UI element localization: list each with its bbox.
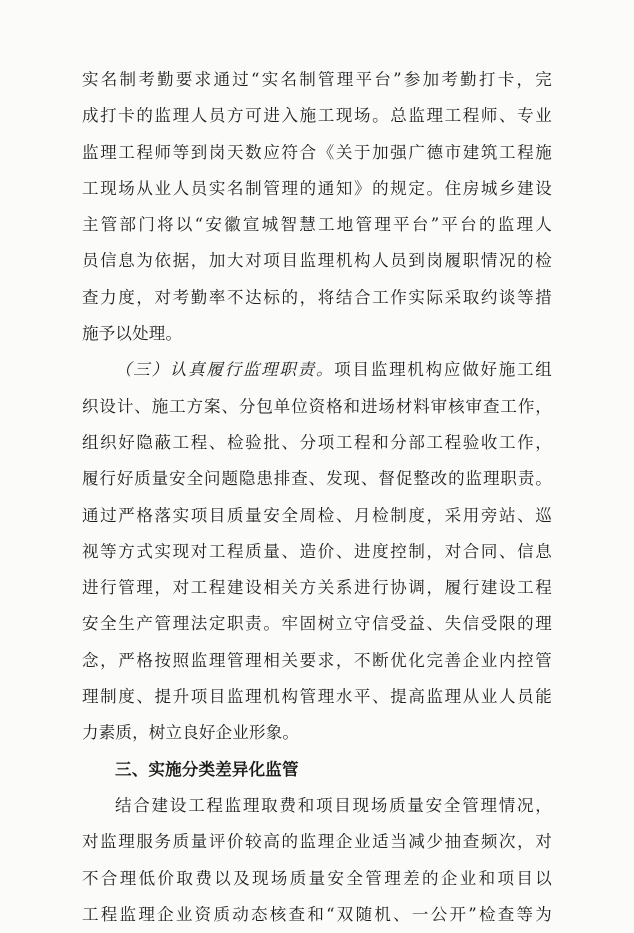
text-line: 履行好质量安全问题隐患排查、发现、督促整改的监理职责。	[82, 469, 552, 489]
paragraph-supervision-duties	[82, 352, 552, 751]
text-line: 安全生产管理法定职责。牢固树立守信受益、失信受限的理	[82, 614, 552, 634]
text-line: 视等方式实现对工程质量、造价、进度控制，对合同、信息	[82, 541, 552, 561]
text-line-first	[82, 352, 552, 388]
section-heading-block	[82, 752, 552, 788]
text-line: 实名制考勤要求通过“实名制管理平台”参加考勤打卡，完	[82, 70, 552, 89]
text-line: 成打卡的监理人员方可进入施工现场。总监理工程师、专业	[82, 106, 552, 126]
text-line: 施予以处理。	[82, 324, 183, 344]
text-line: 主管部门将以“安徽宣城智慧工地管理平台”平台的监理人	[82, 215, 552, 235]
text-line: 不合理低价取费以及现场质量安全管理差的企业和项目以	[82, 868, 552, 888]
text-line: 理制度、提升项目监理机构管理水平、提高监理从业人员能	[82, 687, 552, 707]
text-line: 织设计、施工方案、分包单位资格和进场材料审核审查工作，	[82, 396, 552, 416]
text-line: 对监理服务质量评价较高的监理企业适当减少抽查频次，对	[82, 832, 552, 852]
text-line-first: 结合建设工程监理取费和项目现场质量安全管理情况，	[115, 795, 552, 815]
section-subtitle: （三）认真履行监理职责。	[115, 360, 335, 380]
text-line: 工现场从业人员实名制管理的通知》的规定。住房城乡建设	[82, 178, 552, 198]
text-line: 念，严格按照监理管理相关要求，不断优化完善企业内控管	[82, 650, 552, 670]
text-line: 监理工程师等到岗天数应符合《关于加强广德市建筑工程施	[82, 142, 552, 162]
text-line: 力素质，树立良好企业形象。	[82, 723, 300, 743]
text-line: 通过严格落实项目质量安全周检、月检制度，采用旁站、巡	[82, 505, 552, 525]
document-body	[82, 62, 552, 933]
text-line-rest: 项目监理机构应做好施工组	[334, 360, 552, 380]
text-line: 组织好隐蔽工程、检验批、分项工程和分部工程验收工作，	[82, 432, 552, 452]
section-heading: 三、实施分类差异化监管	[115, 759, 299, 779]
text-line: 查力度，对考勤率不达标的，将结合工作实际采取约谈等措	[82, 287, 552, 307]
paragraph-attendance	[82, 62, 552, 352]
paragraph-differentiated-supervision	[82, 788, 552, 933]
text-line: 进行管理，对工程建设相关方关系进行协调，履行建设工程	[82, 578, 552, 598]
text-line: 工程监理企业资质动态核查和“双随机、一公开”检查等为	[82, 904, 552, 924]
text-line: 员信息为依据，加大对项目监理机构人员到岗履职情况的检	[82, 251, 552, 271]
